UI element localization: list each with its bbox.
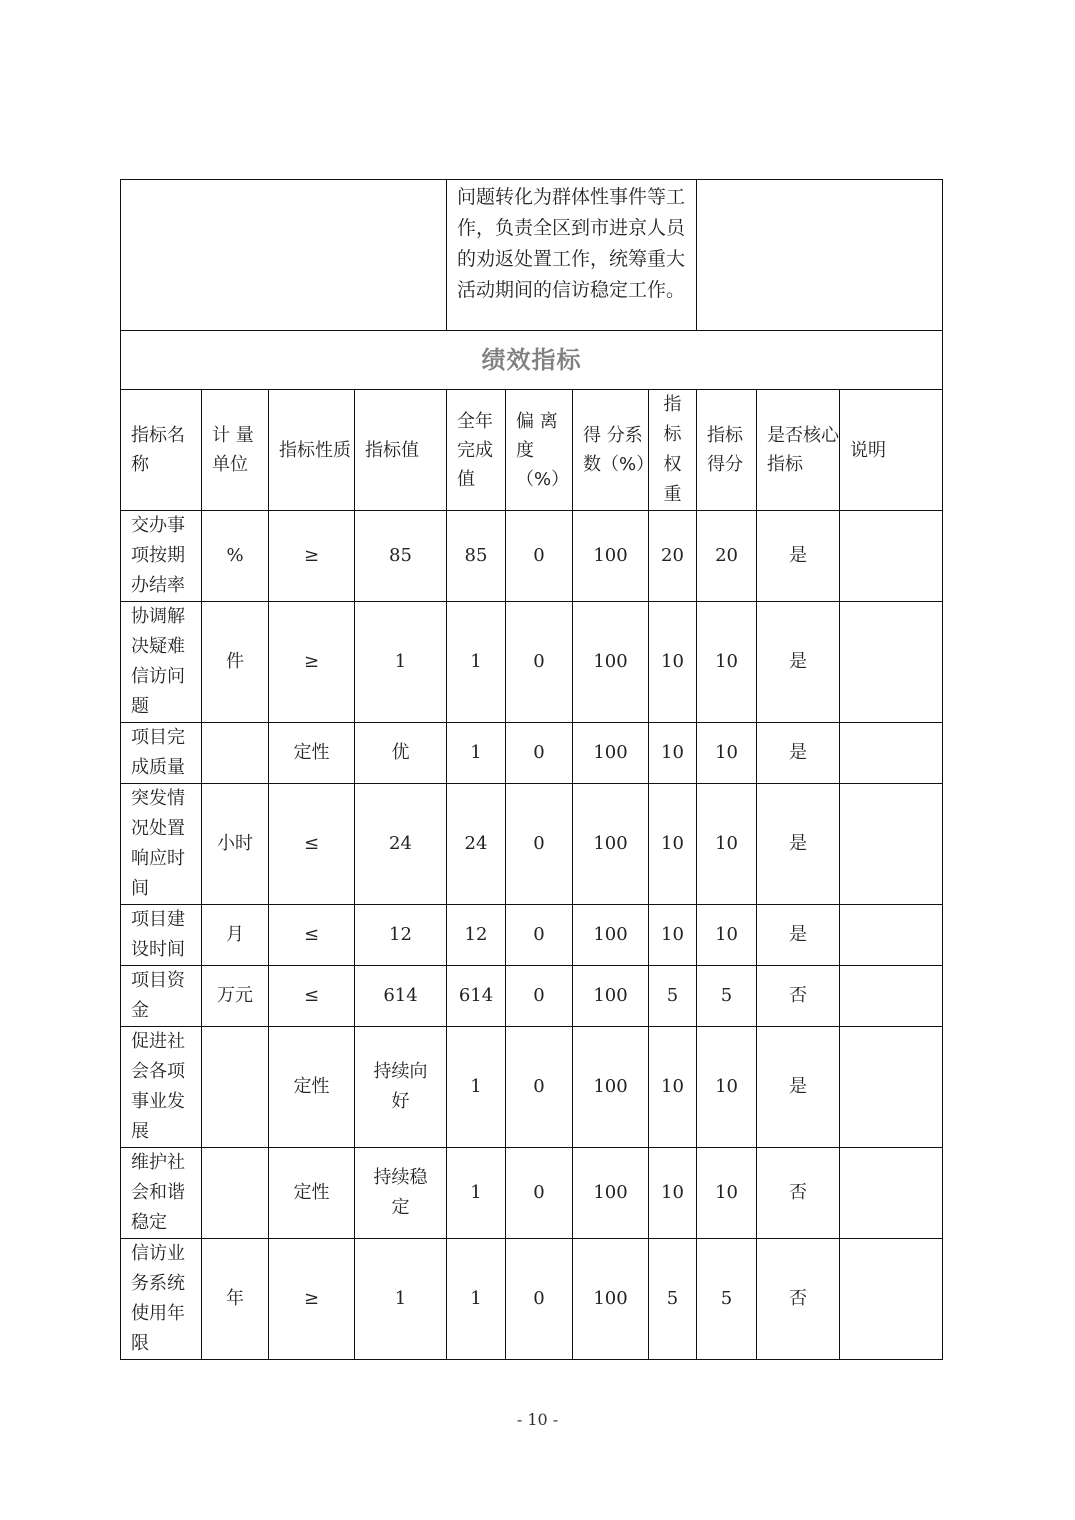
cell-target: 优 — [355, 723, 447, 784]
cell-nature: ≥ — [269, 602, 355, 723]
cell-deviation: 0 — [506, 784, 573, 905]
cell-core: 是 — [757, 511, 840, 602]
cell-target: 持续稳定 — [355, 1148, 447, 1239]
cell-name: 项目资金 — [121, 966, 202, 1027]
cell-actual: 1 — [447, 1239, 506, 1360]
table-body — [121, 511, 943, 1360]
cell-name: 交办事项按期办结率 — [121, 511, 202, 602]
cell-unit: 月 — [202, 905, 269, 966]
cell-score: 5 — [697, 966, 757, 1027]
cell-deviation: 0 — [506, 966, 573, 1027]
cell-note — [840, 905, 943, 966]
cell-nature: 定性 — [269, 723, 355, 784]
cell-unit: 万元 — [202, 966, 269, 1027]
page-number: - 10 - — [516, 1410, 559, 1429]
cell-weight: 20 — [649, 511, 697, 602]
cell-weight: 10 — [649, 602, 697, 723]
cell-actual: 614 — [447, 966, 506, 1027]
header-weight-text: 指标权重 — [663, 394, 682, 505]
cell-score: 10 — [697, 723, 757, 784]
cell-target: 12 — [355, 905, 447, 966]
cell-weight: 10 — [649, 905, 697, 966]
header-row — [121, 390, 943, 511]
cell-coef: 100 — [573, 1239, 649, 1360]
section-title: 绩效指标 — [121, 331, 943, 390]
cell-deviation: 0 — [506, 1148, 573, 1239]
header-deviation: 偏 离度（%） — [506, 390, 573, 511]
cell-coef: 100 — [573, 784, 649, 905]
cell-note — [840, 784, 943, 905]
cell-deviation: 0 — [506, 1239, 573, 1360]
cell-target: 持续向好 — [355, 1027, 447, 1148]
cell-deviation: 0 — [506, 511, 573, 602]
cell-actual: 1 — [447, 1027, 506, 1148]
cell-score: 10 — [697, 1027, 757, 1148]
header-name: 指标名称 — [121, 390, 202, 511]
cell-unit: % — [202, 511, 269, 602]
cell-name: 项目建设时间 — [121, 905, 202, 966]
cell-coef: 100 — [573, 1148, 649, 1239]
header-weight — [649, 390, 697, 511]
cell-note — [840, 966, 943, 1027]
description-row — [121, 180, 943, 331]
cell-name: 突发情况处置响应时间 — [121, 784, 202, 905]
cell-note — [840, 1239, 943, 1360]
cell-score: 20 — [697, 511, 757, 602]
cell-note — [840, 511, 943, 602]
cell-unit: 小时 — [202, 784, 269, 905]
cell-core: 是 — [757, 602, 840, 723]
cell-deviation: 0 — [506, 723, 573, 784]
cell-name: 维护社会和谐稳定 — [121, 1148, 202, 1239]
performance-table — [120, 179, 943, 1360]
table-row — [121, 511, 943, 602]
cell-target: 85 — [355, 511, 447, 602]
cell-score: 10 — [697, 1148, 757, 1239]
cell-coef: 100 — [573, 602, 649, 723]
header-note: 说明 — [840, 390, 943, 511]
cell-actual: 24 — [447, 784, 506, 905]
cell-nature: ≤ — [269, 905, 355, 966]
header-core: 是否核心指标 — [757, 390, 840, 511]
section-title-row — [121, 331, 943, 390]
cell-score: 10 — [697, 905, 757, 966]
cell-core: 是 — [757, 784, 840, 905]
cell-actual: 12 — [447, 905, 506, 966]
task-description: 问题转化为群体性事件等工作，负责全区到市进京人员的劝返处置工作，统筹重大活动期间的信访稳定工作。 — [447, 180, 697, 331]
cell-deviation: 0 — [506, 602, 573, 723]
empty-cell — [697, 180, 943, 331]
cell-deviation: 0 — [506, 905, 573, 966]
cell-unit: 件 — [202, 602, 269, 723]
table-row — [121, 1027, 943, 1148]
cell-actual: 85 — [447, 511, 506, 602]
cell-deviation: 0 — [506, 1027, 573, 1148]
cell-actual: 1 — [447, 723, 506, 784]
table-row — [121, 784, 943, 905]
cell-unit: 年 — [202, 1239, 269, 1360]
cell-core: 否 — [757, 1148, 840, 1239]
table-row — [121, 905, 943, 966]
cell-core: 否 — [757, 1239, 840, 1360]
cell-coef: 100 — [573, 966, 649, 1027]
cell-name: 项目完成质量 — [121, 723, 202, 784]
cell-score: 5 — [697, 1239, 757, 1360]
cell-nature: ≥ — [269, 1239, 355, 1360]
cell-nature: 定性 — [269, 1148, 355, 1239]
cell-coef: 100 — [573, 1027, 649, 1148]
header-target: 指标值 — [355, 390, 447, 511]
cell-unit — [202, 1027, 269, 1148]
cell-coef: 100 — [573, 723, 649, 784]
cell-coef: 100 — [573, 905, 649, 966]
cell-target: 1 — [355, 602, 447, 723]
cell-core: 否 — [757, 966, 840, 1027]
cell-coef: 100 — [573, 511, 649, 602]
cell-unit — [202, 1148, 269, 1239]
cell-weight: 10 — [649, 1027, 697, 1148]
cell-name: 协调解决疑难信访问题 — [121, 602, 202, 723]
table-row — [121, 1148, 943, 1239]
cell-target: 614 — [355, 966, 447, 1027]
cell-name: 信访业务系统使用年限 — [121, 1239, 202, 1360]
cell-note — [840, 602, 943, 723]
cell-core: 是 — [757, 1027, 840, 1148]
cell-nature: ≥ — [269, 511, 355, 602]
cell-weight: 10 — [649, 1148, 697, 1239]
cell-score: 10 — [697, 784, 757, 905]
table-row — [121, 723, 943, 784]
cell-nature: ≤ — [269, 966, 355, 1027]
header-actual: 全年完成值 — [447, 390, 506, 511]
cell-note — [840, 723, 943, 784]
header-score: 指标得分 — [697, 390, 757, 511]
empty-cell — [121, 180, 447, 331]
cell-note — [840, 1027, 943, 1148]
cell-note — [840, 1148, 943, 1239]
cell-core: 是 — [757, 905, 840, 966]
cell-weight: 5 — [649, 966, 697, 1027]
header-nature: 指标性质 — [269, 390, 355, 511]
table-row — [121, 966, 943, 1027]
cell-actual: 1 — [447, 602, 506, 723]
cell-weight: 10 — [649, 723, 697, 784]
cell-nature: 定性 — [269, 1027, 355, 1148]
cell-name: 促进社会各项事业发展 — [121, 1027, 202, 1148]
cell-target: 1 — [355, 1239, 447, 1360]
header-unit: 计 量单位 — [202, 390, 269, 511]
cell-nature: ≤ — [269, 784, 355, 905]
cell-weight: 10 — [649, 784, 697, 905]
cell-score: 10 — [697, 602, 757, 723]
table-row — [121, 1239, 943, 1360]
table-row — [121, 602, 943, 723]
header-coef: 得 分系 数（%） — [573, 390, 649, 511]
cell-unit — [202, 723, 269, 784]
cell-target: 24 — [355, 784, 447, 905]
cell-weight: 5 — [649, 1239, 697, 1360]
cell-core: 是 — [757, 723, 840, 784]
cell-actual: 1 — [447, 1148, 506, 1239]
